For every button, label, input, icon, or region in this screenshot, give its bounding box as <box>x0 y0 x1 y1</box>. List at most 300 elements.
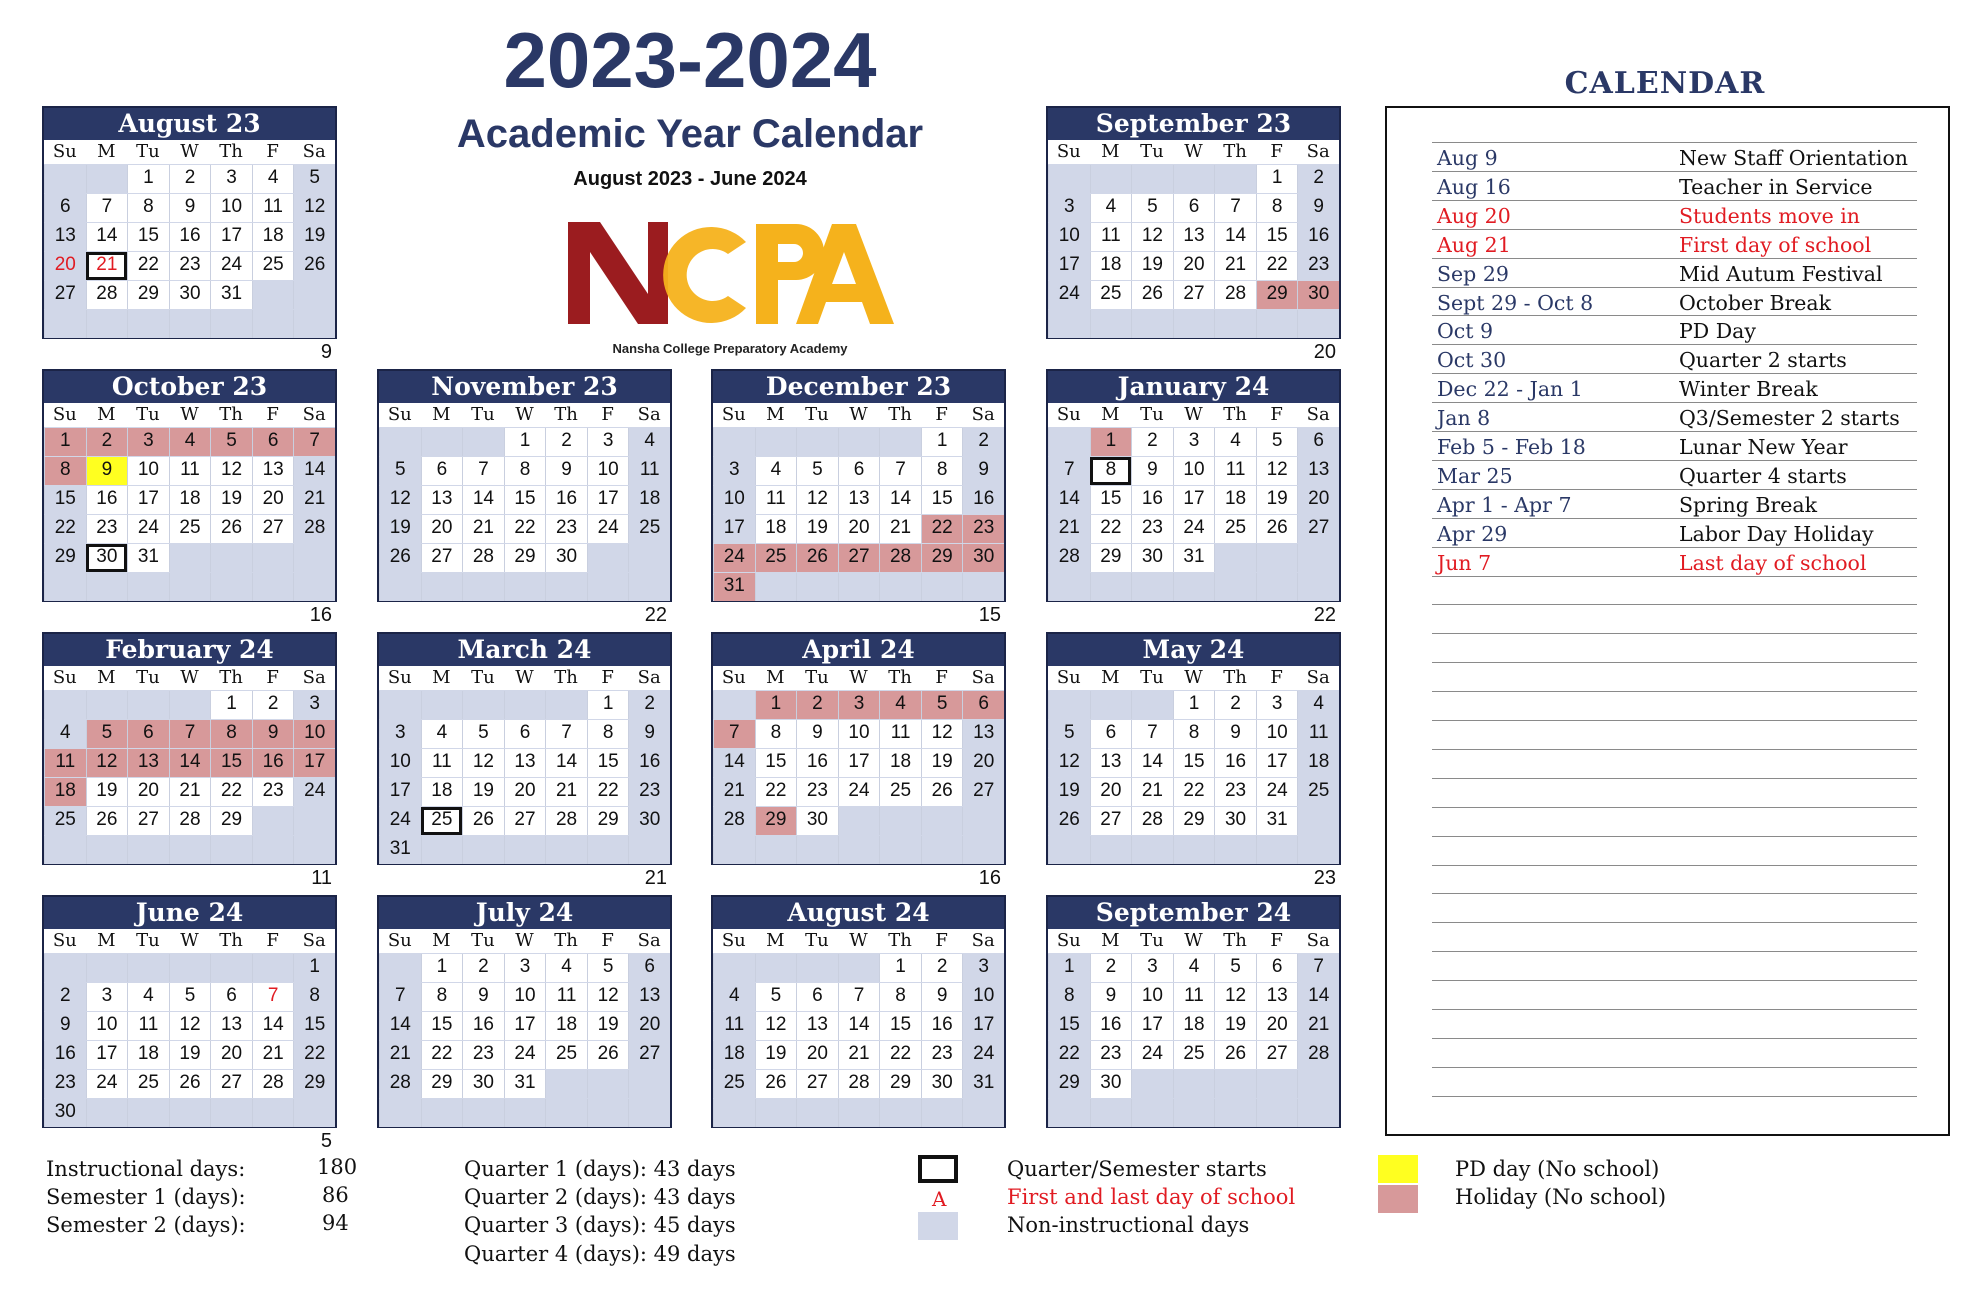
empty-day-cell <box>545 1099 587 1127</box>
day-cell: 5 <box>1131 194 1173 222</box>
weekday-header: Tu <box>471 930 495 951</box>
empty-day-cell <box>628 1099 670 1127</box>
day-cell: 10 <box>1173 457 1215 485</box>
day-cell: 14 <box>838 1012 880 1040</box>
day-cell: 17 <box>713 515 755 543</box>
event-name: Lunar New Year <box>1679 435 1848 459</box>
calendar-date-range: August 2023 - June 2024 <box>573 168 807 190</box>
day-cell: 18 <box>421 778 463 806</box>
event-name: PD Day <box>1679 319 1756 344</box>
day-cell: 26 <box>293 252 335 280</box>
weekday-header: W <box>849 404 868 425</box>
day-cell: 24 <box>127 515 169 543</box>
day-cell: 27 <box>962 778 1004 806</box>
weekday-header: Sa <box>971 667 995 688</box>
month-title: October 23 <box>44 371 335 403</box>
day-cell: 12 <box>1256 457 1298 485</box>
empty-day-cell <box>127 1099 169 1127</box>
empty-day-cell <box>879 1099 921 1127</box>
calendar-event-row <box>1432 260 1917 288</box>
empty-day-cell <box>1173 310 1215 338</box>
day-cell: 25 <box>755 544 797 572</box>
day-cell: 9 <box>1090 983 1132 1011</box>
weekday-header: Tu <box>805 404 829 425</box>
month-june-2024 <box>42 895 337 1128</box>
day-cell: 16 <box>44 1041 86 1069</box>
day-cell: 5 <box>86 720 128 748</box>
empty-day-cell <box>1090 836 1132 864</box>
day-cell: 3 <box>838 691 880 719</box>
day-cell: 30 <box>1214 807 1256 835</box>
day-cell: 31 <box>1173 544 1215 572</box>
day-cell: 3 <box>587 428 629 456</box>
empty-day-cell <box>169 1099 211 1127</box>
weekday-header: Su <box>387 930 412 951</box>
weekday-header: W <box>1184 404 1203 425</box>
day-cell: 10 <box>293 720 335 748</box>
event-name: October Break <box>1679 290 1832 315</box>
day-cell: 8 <box>293 983 335 1011</box>
day-cell: 18 <box>1090 252 1132 280</box>
month-count-nov-2023: 22 <box>644 604 667 626</box>
day-cell: 17 <box>1256 749 1298 777</box>
day-cell: 21 <box>879 515 921 543</box>
day-cell: 23 <box>252 778 294 806</box>
weekday-header: W <box>849 930 868 951</box>
calendar-event-row <box>1432 173 1917 201</box>
day-cell: 10 <box>713 486 755 514</box>
day-cell: 9 <box>921 983 963 1011</box>
day-cell: 1 <box>44 428 86 456</box>
panel-rule-line <box>1432 836 1917 837</box>
day-cell: 21 <box>86 252 128 280</box>
panel-rule-line <box>1432 1096 1917 1097</box>
empty-day-cell <box>462 1099 504 1127</box>
empty-day-cell <box>1297 836 1339 864</box>
day-cell: 27 <box>1090 807 1132 835</box>
day-cell: 5 <box>169 983 211 1011</box>
empty-day-cell <box>713 836 755 864</box>
empty-day-cell <box>1173 165 1215 193</box>
day-cell: 8 <box>1256 194 1298 222</box>
day-grid <box>713 690 1004 864</box>
day-cell: 1 <box>1256 165 1298 193</box>
empty-day-cell <box>838 573 880 601</box>
day-cell: 13 <box>962 720 1004 748</box>
weekday-header: F <box>1270 141 1283 162</box>
day-cell: 19 <box>921 749 963 777</box>
day-cell: 3 <box>86 983 128 1011</box>
empty-day-cell <box>86 165 128 193</box>
panel-rule-line <box>1432 604 1917 605</box>
weekday-header: Sa <box>302 141 326 162</box>
day-cell: 28 <box>293 515 335 543</box>
day-cell: 7 <box>169 720 211 748</box>
quarter-start-legend-swatch <box>918 1155 958 1183</box>
day-cell: 18 <box>1173 1012 1215 1040</box>
empty-day-cell <box>1048 428 1090 456</box>
day-cell: 20 <box>628 1012 670 1040</box>
empty-day-cell <box>462 428 504 456</box>
day-cell: 2 <box>44 983 86 1011</box>
event-date: Aug 21 <box>1437 232 1511 257</box>
day-cell: 16 <box>1297 223 1339 251</box>
day-grid <box>379 690 670 864</box>
empty-day-cell <box>1048 1099 1090 1127</box>
month-count-apr-2024: 16 <box>978 867 1001 889</box>
weekday-header: Th <box>219 404 243 425</box>
first-last-legend-marker: A <box>932 1187 947 1211</box>
day-cell: 28 <box>838 1070 880 1098</box>
weekday-header-row <box>1048 140 1339 164</box>
weekday-header: Tu <box>805 667 829 688</box>
day-cell: 3 <box>1173 428 1215 456</box>
day-cell: 19 <box>1048 778 1090 806</box>
day-cell: 29 <box>1173 807 1215 835</box>
non-instructional-legend-swatch <box>918 1212 958 1240</box>
empty-day-cell <box>1256 836 1298 864</box>
month-august-2024 <box>711 895 1006 1128</box>
day-cell: 20 <box>44 252 86 280</box>
weekday-header: W <box>1184 141 1203 162</box>
day-cell: 10 <box>504 983 546 1011</box>
day-cell: 16 <box>796 749 838 777</box>
day-cell: 21 <box>169 778 211 806</box>
day-cell: 3 <box>210 165 252 193</box>
holiday-legend-swatch <box>1378 1185 1418 1213</box>
day-cell: 15 <box>1173 749 1215 777</box>
day-cell: 25 <box>879 778 921 806</box>
day-cell: 10 <box>838 720 880 748</box>
day-cell: 18 <box>44 778 86 806</box>
month-march-2024 <box>377 632 672 865</box>
semester1-days-value: 86 <box>322 1183 349 1207</box>
day-cell: 8 <box>127 194 169 222</box>
day-cell: 16 <box>1214 749 1256 777</box>
day-cell: 23 <box>962 515 1004 543</box>
weekday-header: M <box>97 667 116 688</box>
empty-day-cell <box>86 573 128 601</box>
weekday-header: Th <box>888 930 912 951</box>
day-cell: 21 <box>1214 252 1256 280</box>
day-cell: 19 <box>379 515 421 543</box>
day-cell: 31 <box>504 1070 546 1098</box>
day-cell: 13 <box>1297 457 1339 485</box>
logo-caption: Nansha College Preparatory Academy <box>612 341 848 356</box>
empty-day-cell <box>587 1070 629 1098</box>
month-title: August 24 <box>713 897 1004 929</box>
event-date: Feb 5 - Feb 18 <box>1437 435 1586 459</box>
day-cell: 16 <box>545 486 587 514</box>
day-cell: 11 <box>628 457 670 485</box>
day-cell: 5 <box>379 457 421 485</box>
panel-rule-line <box>1432 865 1917 866</box>
day-cell: 9 <box>628 720 670 748</box>
event-date: Apr 1 - Apr 7 <box>1437 492 1572 517</box>
panel-rule-line <box>1432 142 1917 143</box>
day-cell: 12 <box>86 749 128 777</box>
day-cell: 19 <box>86 778 128 806</box>
day-cell: 2 <box>921 954 963 982</box>
day-cell: 21 <box>1131 778 1173 806</box>
day-cell: 16 <box>1090 1012 1132 1040</box>
calendar-event-row <box>1432 317 1917 345</box>
weekday-header: Sa <box>637 930 661 951</box>
weekday-header: Su <box>52 141 77 162</box>
day-cell: 1 <box>921 428 963 456</box>
day-cell: 19 <box>587 1012 629 1040</box>
empty-day-cell <box>379 691 421 719</box>
day-cell: 3 <box>379 720 421 748</box>
day-cell: 11 <box>1173 983 1215 1011</box>
day-cell: 28 <box>252 1070 294 1098</box>
weekday-header: Sa <box>302 404 326 425</box>
pd-day-legend-swatch <box>1378 1155 1418 1183</box>
day-grid <box>44 164 335 338</box>
day-cell: 5 <box>210 428 252 456</box>
event-date: Sep 29 <box>1437 261 1509 286</box>
event-date: Dec 22 - Jan 1 <box>1437 377 1583 402</box>
day-cell: 16 <box>462 1012 504 1040</box>
empty-day-cell <box>587 836 629 864</box>
day-cell: 19 <box>210 486 252 514</box>
quarter2-days: Quarter 2 (days): 43 days <box>464 1185 736 1209</box>
weekday-header: F <box>266 930 279 951</box>
weekday-header: Sa <box>971 404 995 425</box>
calendar-event-row <box>1432 144 1917 172</box>
weekday-header: Tu <box>136 667 160 688</box>
empty-day-cell <box>293 544 335 572</box>
weekday-header: Tu <box>1140 667 1164 688</box>
weekday-header: W <box>515 667 534 688</box>
day-cell: 6 <box>210 983 252 1011</box>
empty-day-cell <box>1048 310 1090 338</box>
day-cell: 7 <box>1048 457 1090 485</box>
weekday-header: F <box>601 930 614 951</box>
day-cell: 6 <box>962 691 1004 719</box>
day-cell: 16 <box>252 749 294 777</box>
day-cell: 5 <box>1048 720 1090 748</box>
day-cell: 2 <box>1214 691 1256 719</box>
day-grid <box>1048 164 1339 338</box>
day-cell: 22 <box>44 515 86 543</box>
weekday-header: W <box>1184 667 1203 688</box>
day-cell: 23 <box>462 1041 504 1069</box>
month-title: April 24 <box>713 634 1004 666</box>
weekday-header: Sa <box>302 667 326 688</box>
weekday-header: Tu <box>1140 404 1164 425</box>
day-cell: 17 <box>293 749 335 777</box>
empty-day-cell <box>713 1099 755 1127</box>
day-cell: 28 <box>1297 1041 1339 1069</box>
empty-day-cell <box>545 573 587 601</box>
month-september-2023 <box>1046 106 1341 339</box>
day-cell: 17 <box>587 486 629 514</box>
day-cell: 28 <box>462 544 504 572</box>
calendar-event-row <box>1432 462 1917 490</box>
empty-day-cell <box>1173 836 1215 864</box>
day-cell: 14 <box>1131 749 1173 777</box>
day-cell: 20 <box>796 1041 838 1069</box>
empty-day-cell <box>1256 544 1298 572</box>
empty-day-cell <box>210 836 252 864</box>
day-cell: 31 <box>127 544 169 572</box>
day-cell: 1 <box>879 954 921 982</box>
day-cell: 6 <box>1173 194 1215 222</box>
day-cell: 24 <box>1131 1041 1173 1069</box>
weekday-header: Th <box>1223 930 1247 951</box>
day-cell: 2 <box>962 428 1004 456</box>
day-cell: 14 <box>1297 983 1339 1011</box>
day-cell: 22 <box>921 515 963 543</box>
empty-day-cell <box>879 807 921 835</box>
day-cell: 7 <box>462 457 504 485</box>
empty-day-cell <box>921 807 963 835</box>
month-october-2023 <box>42 369 337 602</box>
weekday-header: M <box>97 930 116 951</box>
day-cell: 29 <box>421 1070 463 1098</box>
empty-day-cell <box>628 573 670 601</box>
weekday-header: Tu <box>805 930 829 951</box>
day-cell: 9 <box>962 457 1004 485</box>
weekday-header-row <box>44 403 335 427</box>
empty-day-cell <box>421 691 463 719</box>
day-cell: 14 <box>379 1012 421 1040</box>
day-cell: 3 <box>713 457 755 485</box>
empty-day-cell <box>379 954 421 982</box>
weekday-header: Th <box>1223 141 1247 162</box>
empty-day-cell <box>252 836 294 864</box>
empty-day-cell <box>587 573 629 601</box>
day-cell: 22 <box>755 778 797 806</box>
day-cell: 6 <box>628 954 670 982</box>
calendar-panel-heading: CALENDAR <box>1564 66 1766 101</box>
day-cell: 17 <box>962 1012 1004 1040</box>
calendar-event-row <box>1432 375 1917 403</box>
panel-rule-line <box>1432 1067 1917 1068</box>
empty-day-cell <box>1131 1099 1173 1127</box>
day-cell: 23 <box>169 252 211 280</box>
empty-day-cell <box>545 691 587 719</box>
day-cell: 26 <box>210 515 252 543</box>
day-cell: 7 <box>1214 194 1256 222</box>
month-count-mar-2024: 21 <box>644 867 667 889</box>
empty-day-cell <box>1173 573 1215 601</box>
day-cell: 25 <box>628 515 670 543</box>
day-cell: 10 <box>587 457 629 485</box>
day-cell: 12 <box>587 983 629 1011</box>
day-cell: 22 <box>293 1041 335 1069</box>
day-cell: 16 <box>1131 486 1173 514</box>
weekday-header: Tu <box>136 930 160 951</box>
event-name: Spring Break <box>1679 492 1818 517</box>
day-cell: 25 <box>713 1070 755 1098</box>
empty-day-cell <box>1214 836 1256 864</box>
quarter1-days: Quarter 1 (days): 43 days <box>464 1157 736 1181</box>
day-cell: 23 <box>1090 1041 1132 1069</box>
day-cell: 26 <box>379 544 421 572</box>
day-cell: 13 <box>210 1012 252 1040</box>
day-cell: 14 <box>713 749 755 777</box>
weekday-header-row <box>379 403 670 427</box>
weekday-header: M <box>432 930 451 951</box>
calendar-event-row <box>1432 202 1917 230</box>
empty-day-cell <box>1297 1070 1339 1098</box>
empty-day-cell <box>1256 1070 1298 1098</box>
empty-day-cell <box>921 836 963 864</box>
day-cell: 25 <box>169 515 211 543</box>
day-cell: 21 <box>1297 1012 1339 1040</box>
weekday-header: Su <box>721 667 746 688</box>
empty-day-cell <box>44 954 86 982</box>
month-title: February 24 <box>44 634 335 666</box>
day-cell: 22 <box>1048 1041 1090 1069</box>
empty-day-cell <box>838 807 880 835</box>
event-date: Aug 16 <box>1437 174 1511 199</box>
day-cell: 18 <box>252 223 294 251</box>
day-grid <box>1048 690 1339 864</box>
day-cell: 4 <box>169 428 211 456</box>
day-cell: 13 <box>796 1012 838 1040</box>
panel-rule-line <box>1432 749 1917 750</box>
day-cell: 8 <box>1090 457 1132 485</box>
month-may-2024 <box>1046 632 1341 865</box>
day-cell: 15 <box>755 749 797 777</box>
day-cell: 4 <box>628 428 670 456</box>
day-cell: 25 <box>1214 515 1256 543</box>
day-cell: 10 <box>127 457 169 485</box>
day-cell: 11 <box>1214 457 1256 485</box>
day-cell: 19 <box>755 1041 797 1069</box>
day-cell: 5 <box>587 954 629 982</box>
day-cell: 30 <box>921 1070 963 1098</box>
day-cell: 17 <box>127 486 169 514</box>
weekday-header: Sa <box>971 930 995 951</box>
empty-day-cell <box>713 428 755 456</box>
weekday-header: Sa <box>637 667 661 688</box>
day-grid <box>713 427 1004 601</box>
empty-day-cell <box>252 954 294 982</box>
pd-day-legend-label: PD day (No school) <box>1455 1157 1660 1181</box>
weekday-header: Su <box>52 404 77 425</box>
day-cell: 3 <box>962 954 1004 982</box>
quarter3-days: Quarter 3 (days): 45 days <box>464 1213 736 1237</box>
empty-day-cell <box>755 428 797 456</box>
day-cell: 4 <box>713 983 755 1011</box>
empty-day-cell <box>44 573 86 601</box>
weekday-header-row <box>1048 666 1339 690</box>
weekday-header: Th <box>219 141 243 162</box>
day-cell: 6 <box>252 428 294 456</box>
day-cell: 13 <box>44 223 86 251</box>
month-title: December 23 <box>713 371 1004 403</box>
day-cell: 8 <box>1173 720 1215 748</box>
day-cell: 23 <box>796 778 838 806</box>
day-cell: 9 <box>462 983 504 1011</box>
calendar-year-title: 2023-2024 <box>503 16 877 104</box>
day-cell: 3 <box>293 691 335 719</box>
empty-day-cell <box>838 428 880 456</box>
month-count-sep-2023: 20 <box>1313 341 1336 363</box>
day-cell: 3 <box>127 428 169 456</box>
weekday-header-row <box>379 929 670 953</box>
empty-day-cell <box>1297 807 1339 835</box>
empty-day-cell <box>587 1099 629 1127</box>
empty-day-cell <box>755 836 797 864</box>
empty-day-cell <box>1214 310 1256 338</box>
day-cell: 6 <box>127 720 169 748</box>
day-cell: 6 <box>44 194 86 222</box>
